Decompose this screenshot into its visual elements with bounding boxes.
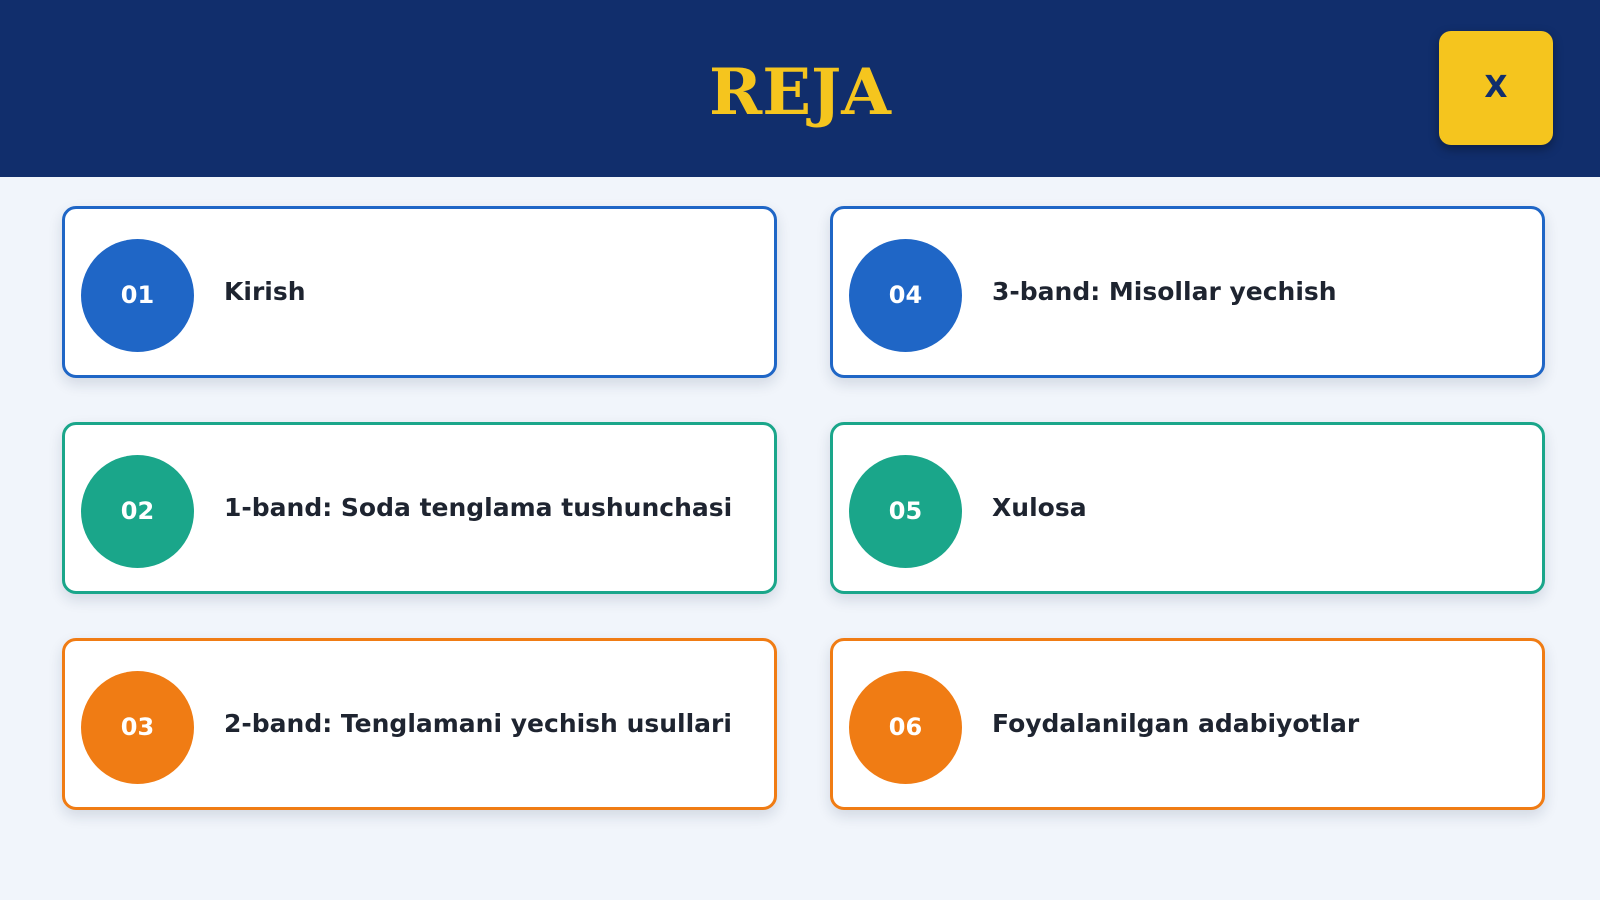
- close-button[interactable]: [1439, 31, 1553, 145]
- plan-item-label: 3-band: Misollar yechish: [992, 277, 1337, 306]
- plan-item-section-2[interactable]: [62, 638, 777, 810]
- plan-item-introduction[interactable]: [62, 206, 777, 378]
- header-bar: [0, 0, 1600, 177]
- page-title: REJA: [709, 55, 891, 130]
- plan-item-number-badge: 01: [81, 239, 194, 352]
- plan-item-number-badge: 02: [81, 455, 194, 568]
- plan-item-number-badge: 05: [849, 455, 962, 568]
- plan-item-label: Foydalanilgan adabiyotlar: [992, 709, 1360, 738]
- plan-item-label: Xulosa: [992, 493, 1087, 522]
- plan-item-references[interactable]: [830, 638, 1545, 810]
- plan-item-label: Kirish: [224, 277, 306, 306]
- close-icon: X: [1484, 70, 1508, 105]
- plan-item-number-badge: 06: [849, 671, 962, 784]
- plan-item-section-3[interactable]: [830, 206, 1545, 378]
- plan-item-number-badge: 03: [81, 671, 194, 784]
- plan-item-label: 1-band: Soda tenglama tushunchasi: [224, 493, 733, 522]
- plan-item-conclusion[interactable]: [830, 422, 1545, 594]
- plan-item-number-badge: 04: [849, 239, 962, 352]
- plan-item-label: 2-band: Tenglamani yechish usullari: [224, 709, 732, 738]
- plan-item-section-1[interactable]: [62, 422, 777, 594]
